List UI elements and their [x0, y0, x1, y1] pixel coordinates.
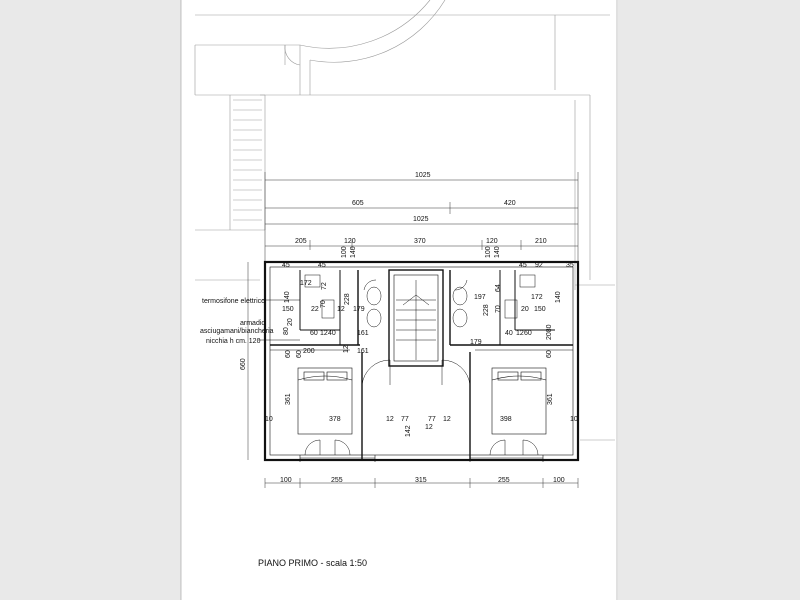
dim-77-b: 77 [428, 416, 436, 423]
beds [298, 368, 546, 434]
dim-161-a: 161 [357, 330, 369, 337]
dim-142: 142 [405, 425, 412, 437]
dim-179-a: 179 [353, 306, 365, 313]
dim-height: 660 [240, 358, 247, 370]
dim-100-a: 100 [341, 246, 348, 258]
dim-197: 197 [474, 294, 486, 301]
dim-20-b: 20 [287, 318, 294, 326]
dim-20-a: 20 [521, 306, 529, 313]
building-walls [265, 262, 578, 462]
dim-bottom-e: 100 [553, 477, 565, 484]
dim-60-c: 60 [285, 350, 292, 358]
dim-2080: 2080 [546, 324, 553, 340]
dim-10-b: 10 [570, 416, 578, 423]
dim-361-a: 361 [285, 393, 292, 405]
dim-70-b: 70 [495, 305, 502, 313]
dim-12-c: 12 [516, 330, 524, 337]
dim-140-d: 140 [555, 291, 562, 303]
dim-1240: 40 [328, 330, 336, 337]
dim-45-b: 45 [318, 262, 326, 269]
dim-45-a: 45 [282, 262, 290, 269]
dim-60-d: 60 [296, 350, 303, 358]
dim-100-b: 100 [485, 246, 492, 258]
dimension-texts [240, 172, 578, 484]
dim-398: 398 [500, 416, 512, 423]
dim-228-b: 228 [483, 304, 490, 316]
dim-60-a: 60 [310, 330, 318, 337]
dim-140-b: 140 [494, 246, 501, 258]
dim-70-a: 70 [320, 300, 327, 308]
dim-bottom-c: 315 [415, 477, 427, 484]
label-heater: termosifone elettrico [202, 298, 266, 305]
dim-bottom-d: 255 [498, 477, 510, 484]
dim-77-a: 77 [401, 416, 409, 423]
dim-228-a: 228 [344, 293, 351, 305]
label-cabinet: armadio [240, 320, 266, 327]
dim-361-b: 361 [547, 393, 554, 405]
dim-overall-top: 1025 [415, 172, 431, 179]
dim-378: 378 [329, 416, 341, 423]
dim-172-b: 172 [531, 294, 543, 301]
dim-row3-a: 205 [295, 238, 307, 245]
dim-40-b: 40 [505, 330, 513, 337]
dim-140-c: 140 [284, 291, 291, 303]
dim-35: 35 [566, 262, 574, 269]
dim-right-part: 420 [504, 200, 516, 207]
dim-bottom-a: 100 [280, 477, 292, 484]
dim-80: 80 [283, 327, 290, 335]
dim-12-a: 12 [337, 306, 345, 313]
dim-150-b: 150 [534, 306, 546, 313]
dim-150-a: 150 [282, 306, 294, 313]
dim-12-e: 12 [443, 416, 451, 423]
dim-12-b: 12 [320, 330, 328, 337]
dim-left-part: 605 [352, 200, 364, 207]
dim-row3-b: 120 [344, 238, 356, 245]
dim-64: 64 [495, 284, 502, 292]
dim-22: 22 [311, 306, 319, 313]
dim-72: 72 [321, 282, 328, 290]
dim-12-g: 12 [343, 345, 350, 353]
dim-161-b: 161 [357, 348, 369, 355]
dim-row3-d: 120 [486, 238, 498, 245]
dim-200: 200 [303, 348, 315, 355]
dim-60-b: 60 [524, 330, 532, 337]
context-stair [233, 100, 262, 220]
dim-row3-c: 370 [414, 238, 426, 245]
dim-12-d: 12 [386, 416, 394, 423]
dim-172-a: 172 [300, 280, 312, 287]
stair-core [396, 280, 436, 360]
dim-140-a: 140 [350, 246, 357, 258]
dim-bottom-b: 255 [331, 477, 343, 484]
dim-10-a: 10 [265, 416, 273, 423]
label-niche: nicchia h cm. 120 [206, 338, 261, 345]
dim-60-e: 60 [546, 350, 553, 358]
dim-92: 92 [535, 262, 543, 269]
dim-row3-e: 210 [535, 238, 547, 245]
dim-overall-2: 1025 [413, 216, 429, 223]
label-towels: asciugamani/biancheria [200, 328, 274, 335]
dim-12-f: 12 [425, 424, 433, 431]
page-title: PIANO PRIMO - scala 1:50 [258, 558, 368, 568]
dim-179-b: 179 [470, 339, 482, 346]
dim-45-c: 45 [519, 262, 527, 269]
